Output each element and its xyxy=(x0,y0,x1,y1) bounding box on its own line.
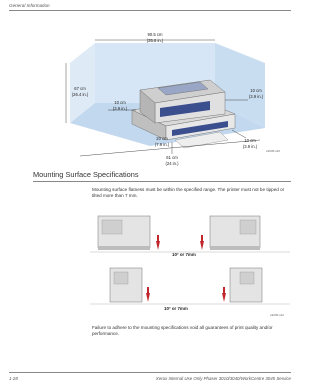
header-rule xyxy=(9,10,291,11)
running-header: General Information xyxy=(9,3,50,8)
printer-front-left xyxy=(98,216,150,250)
printer-side-left xyxy=(110,268,142,302)
footer-rule xyxy=(9,372,291,373)
section-rule xyxy=(33,181,291,182)
tilt-label-top: 10° or 7mm xyxy=(172,252,196,257)
dim-height-in: (26.4 in.) xyxy=(71,92,89,97)
dim-width-cm: 61 cm xyxy=(166,155,178,160)
page-number: 1-28 xyxy=(9,376,18,381)
dim-height-cm: 67 cm xyxy=(74,86,86,91)
dim-left-in: (3.9 in.) xyxy=(112,106,128,111)
dim-left-cm: 10 cm xyxy=(114,100,126,105)
printer-front-right xyxy=(210,216,260,250)
dim-corner-cm: 10 cm xyxy=(244,138,256,143)
dim-back-in: (35.6 in.) xyxy=(146,38,164,43)
dim-front-cm: 20 cm xyxy=(156,136,168,141)
failure-paragraph: Failure to adhere to the mounting specifications void all guarantees of print quality and/or performance. xyxy=(92,325,273,337)
mounting-paragraph: Mounting surface flatness must be within the specified range. The printer must not be tipped or tilted more than 7 mm. xyxy=(92,187,285,199)
printer-side-right xyxy=(230,268,262,302)
dim-front-in: (7.9 in.) xyxy=(154,142,170,147)
tilt-label-bottom: 10° or 7mm xyxy=(164,306,188,311)
dim-right-cm: 10 cm xyxy=(250,88,262,93)
dim-width-in: (24 in.) xyxy=(165,161,179,166)
section-title: Mounting Surface Specifications xyxy=(33,170,139,179)
tilt-figure xyxy=(90,206,290,319)
clearance-figure xyxy=(60,28,285,168)
figure-id-top: s3045-110 xyxy=(266,149,280,153)
dim-right-in: (3.9 in.) xyxy=(248,94,264,99)
dim-back-cm: 90.5 cm xyxy=(147,32,163,37)
footer-text: Xerox Internal Use Only Phaser 3010/3040/WorkCentre 3045 Service xyxy=(155,376,291,381)
dim-corner-in: (3.9 in.) xyxy=(242,144,258,149)
figure-id-bottom: s3045-112 xyxy=(270,313,284,317)
